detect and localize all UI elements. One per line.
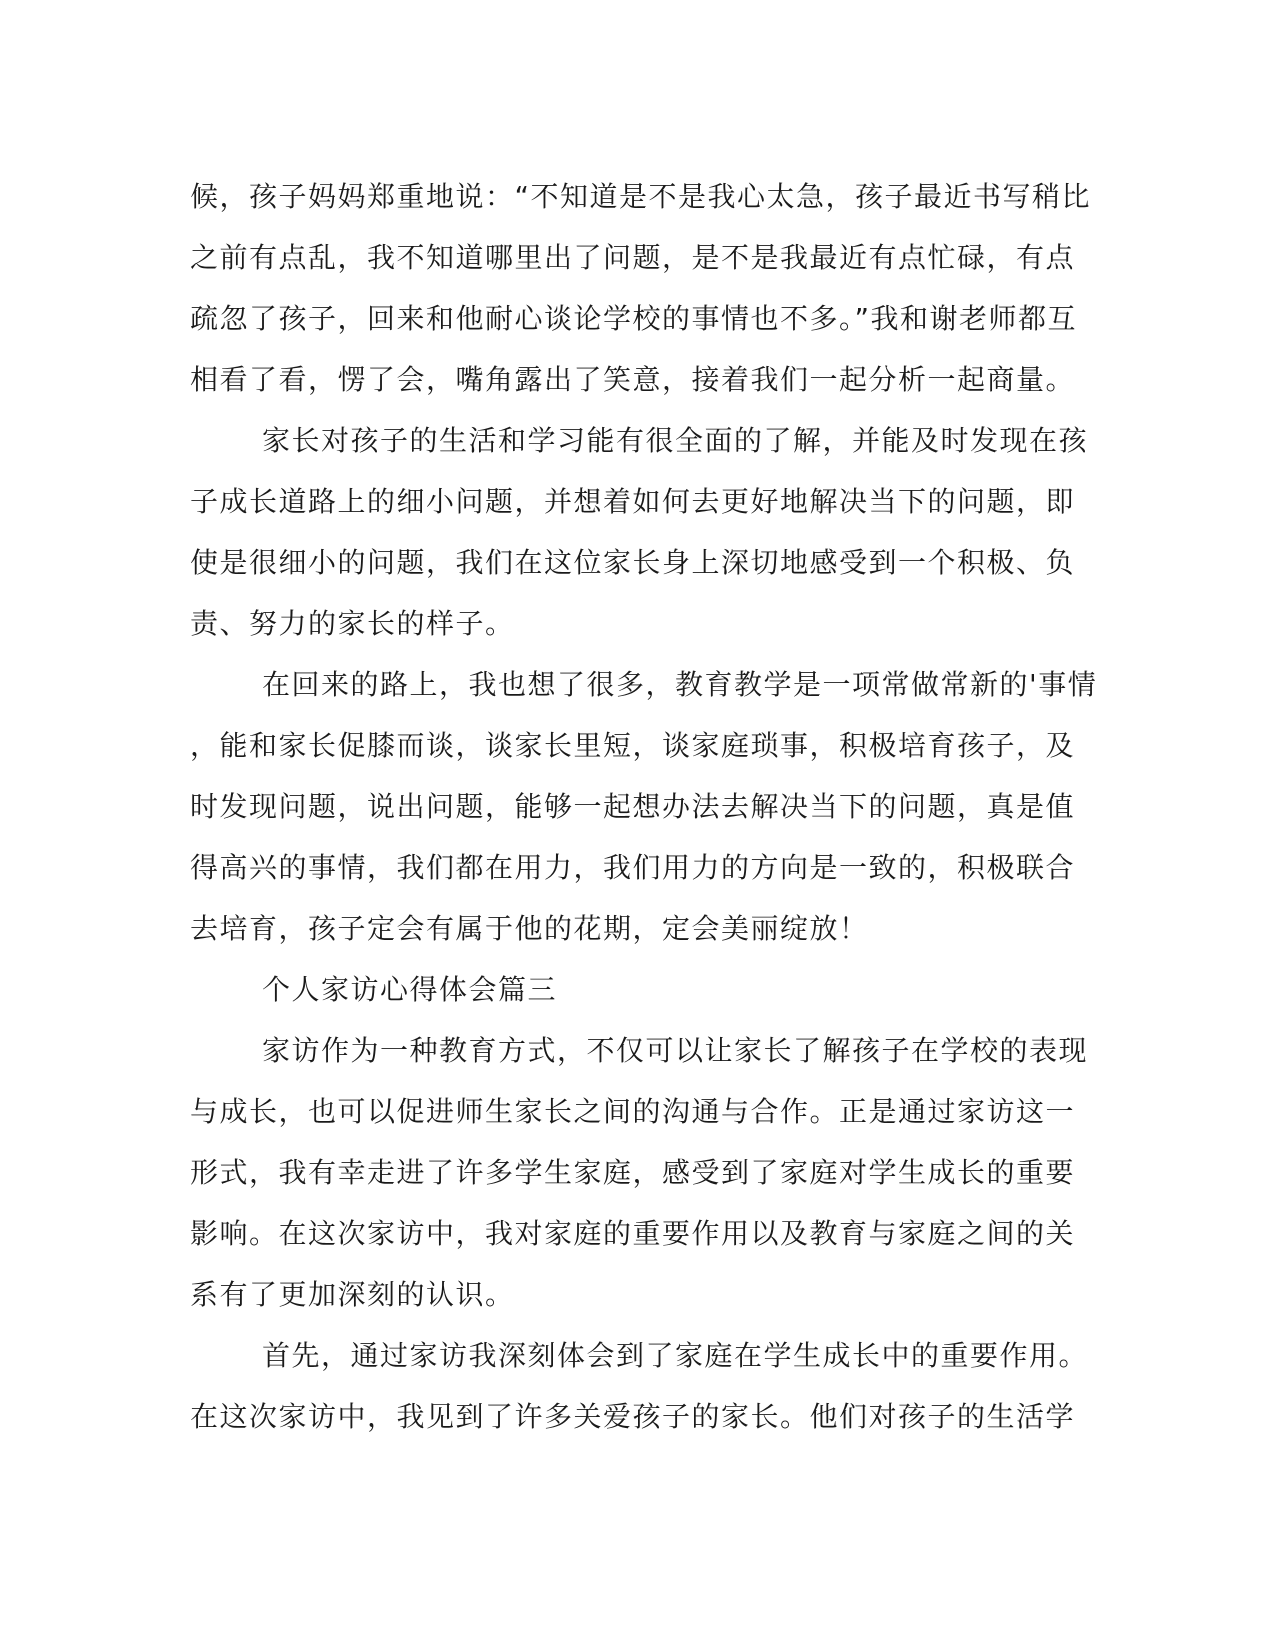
- text-line: 得高兴的事情，我们都在用力，我们用力的方向是一致的，积极联合: [190, 851, 1076, 884]
- text-line: 之前有点乱，我不知道哪里出了问题，是不是我最近有点忙碌，有点: [190, 241, 1076, 274]
- paragraph: [190, 1020, 1090, 1325]
- text-line: 家长对孩子的生活和学习能有很全面的了解，并能及时发现在孩: [262, 424, 1089, 457]
- paragraph-continued: [190, 166, 1090, 410]
- heading-line: 个人家访心得体会篇三: [262, 973, 558, 1006]
- paragraph: [190, 1325, 1090, 1447]
- section-heading: [190, 959, 1090, 1020]
- text-line: 疏忽了孩子，回来和他耐心谈论学校的事情也不多。”我和谢老师都互: [190, 302, 1078, 335]
- text-line: 影响。在这次家访中，我对家庭的重要作用以及教育与家庭之间的关: [190, 1217, 1076, 1250]
- text-line: 相看了看，愣了会，嘴角露出了笑意，接着我们一起分析一起商量。: [190, 363, 1076, 396]
- text-line: 在回来的路上，我也想了很多，教育教学是一项常做常新的'事情: [262, 668, 1098, 701]
- paragraph: [190, 410, 1090, 654]
- text-line: 去培育，孩子定会有属于他的花期，定会美丽绽放！: [190, 912, 869, 945]
- document-body: [190, 166, 1098, 1447]
- text-line: 在这次家访中，我见到了许多关爱孩子的家长。他们对孩子的生活学: [190, 1400, 1076, 1433]
- text-line: 家访作为一种教育方式，不仅可以让家长了解孩子在学校的表现: [262, 1034, 1089, 1067]
- text-line: 与成长，也可以促进师生家长之间的沟通与合作。正是通过家访这一: [190, 1095, 1076, 1128]
- text-line: ，能和家长促膝而谈，谈家长里短，谈家庭琐事，积极培育孩子，及: [190, 729, 1076, 762]
- text-line: 系有了更加深刻的认识。: [190, 1278, 515, 1311]
- text-line: 候，孩子妈妈郑重地说：“不知道是不是我心太急，孩子最近书写稍比: [190, 180, 1092, 213]
- text-line: 形式，我有幸走进了许多学生家庭，感受到了家庭对学生成长的重要: [190, 1156, 1076, 1189]
- text-line: 时发现问题，说出问题，能够一起想办法去解决当下的问题，真是值: [190, 790, 1076, 823]
- text-line: 首先，通过家访我深刻体会到了家庭在学生成长中的重要作用。: [262, 1339, 1089, 1372]
- text-line: 使是很细小的问题，我们在这位家长身上深切地感受到一个积极、负: [190, 546, 1076, 579]
- text-line: 责、努力的家长的样子。: [190, 607, 515, 640]
- text-line: 子成长道路上的细小问题，并想着如何去更好地解决当下的问题，即: [190, 485, 1076, 518]
- paragraph: [190, 654, 1098, 959]
